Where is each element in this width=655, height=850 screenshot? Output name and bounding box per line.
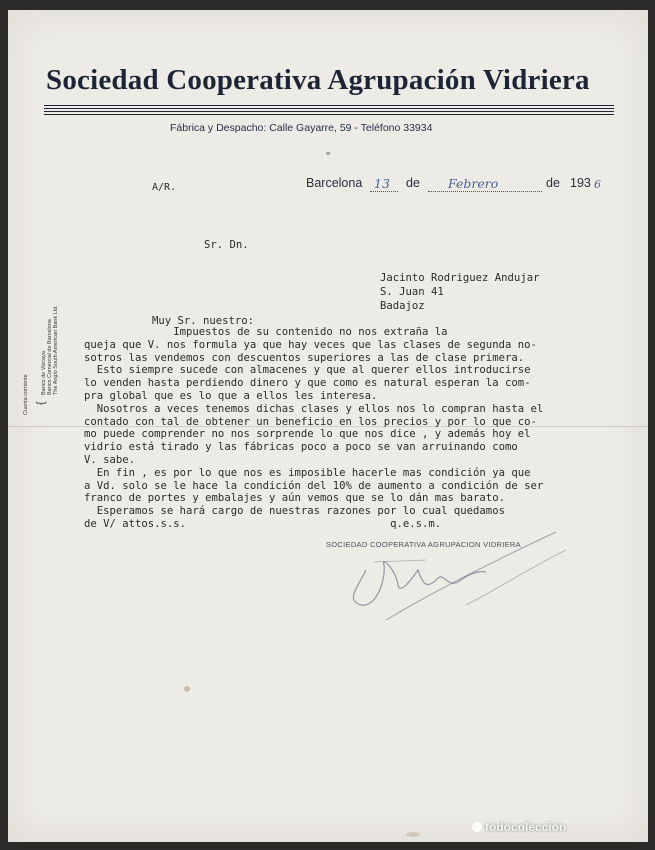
sidebar-bank-3: The Anglo South American Bank Ltd. bbox=[53, 305, 59, 395]
letterhead-rule-3 bbox=[44, 111, 614, 112]
date-year-prefix: 193 bbox=[570, 176, 591, 190]
salutation-top: Sr. Dn. bbox=[204, 239, 249, 251]
body-line: sotros las vendemos con descuentos superiores a las de clase primera. bbox=[84, 351, 525, 364]
body-line: V. sabe. bbox=[84, 453, 136, 466]
bank-sidebar bbox=[23, 275, 59, 415]
date-day-dots bbox=[370, 191, 398, 192]
greeting: Muy Sr. nuestro: bbox=[152, 315, 255, 327]
watermark bbox=[472, 820, 566, 834]
signature bbox=[326, 510, 586, 630]
date-year-suffix: 6 bbox=[594, 178, 601, 191]
company-stamp: SOCIEDAD COOPERATIVA AGRUPACION VIDRIERA bbox=[326, 540, 521, 549]
paper-stain bbox=[184, 686, 190, 692]
sidebar-bank-1: Banco de Vizcaya bbox=[41, 351, 47, 395]
body-line: Nosotros a veces tenemos dichas clases y ellos nos lo compran hasta el bbox=[84, 402, 544, 415]
address-line: Fábrica y Despacho: Calle Gayarre, 59 - Teléfono 33934 bbox=[170, 122, 433, 134]
date-de-1: de bbox=[406, 176, 420, 190]
body-line: lo venden hasta perdiendo dinero y que como es natural esperan la com- bbox=[84, 377, 531, 390]
sidebar-brace: { bbox=[35, 401, 47, 405]
date-city: Barcelona bbox=[306, 176, 363, 190]
divider-mark: ≡ bbox=[326, 151, 331, 158]
date-month: Febrero bbox=[448, 176, 499, 191]
recipient-street: S. Juan 41 bbox=[380, 286, 444, 298]
letter-sheet bbox=[8, 10, 648, 842]
body-line: En fin , es por lo que nos es imposible hacerle mas condición ya que bbox=[84, 466, 531, 479]
body-line: a Vd. solo se le hace la condición del 10% de aumento a condición de ser bbox=[84, 479, 544, 492]
body-line: mo puede comprender no nos sorprende lo que nos dice , y además hoy el bbox=[84, 428, 531, 441]
body-line: Impuestos de su contenido no nos extraña la bbox=[84, 326, 448, 338]
letterhead-rule-2 bbox=[44, 108, 614, 109]
body-line: pra global que es lo que a ellos les interesa. bbox=[84, 389, 378, 402]
date-month-dots bbox=[428, 191, 542, 192]
letterhead-rule-4 bbox=[44, 114, 614, 115]
company-name: Sociedad Cooperativa Agrupación Vidriera bbox=[46, 64, 590, 96]
body-line: franco de portes y embalajes y aún vemos que se lo dán mas barato. bbox=[84, 492, 505, 505]
recipient-name: Jacinto Rodriguez Andujar bbox=[380, 272, 540, 284]
sidebar-bank-2: Banco Comercial de Barcelona bbox=[47, 319, 53, 395]
body-line: Esto siempre sucede con almacenes y que al querer ellos introducirse bbox=[84, 364, 531, 377]
sidebar-label: Cuenta corriente bbox=[23, 374, 29, 415]
paper-stain-2 bbox=[406, 832, 420, 837]
recipient-city: Badajoz bbox=[380, 300, 425, 312]
body-line: contado con tal de obtener un beneficio en los precios y por lo que co- bbox=[84, 415, 537, 428]
body-line: queja que V. nos formula ya que hay veces que las clases de segunda no- bbox=[84, 338, 537, 351]
letterhead-rule-1 bbox=[44, 105, 614, 106]
watermark-icon bbox=[472, 822, 482, 832]
date-day: 13 bbox=[374, 176, 390, 191]
date-de-2: de bbox=[546, 176, 560, 190]
letter-body bbox=[84, 326, 543, 531]
reference: A/R. bbox=[152, 182, 177, 193]
body-line: de V/ attos.s.s. q.e.s.m. bbox=[84, 517, 442, 530]
body-line: Esperamos se hará cargo de nuestras razones por lo cual quedamos bbox=[84, 505, 505, 518]
body-line: vidrio está tirado y las fábricas poco a poco se van arruinando como bbox=[84, 441, 518, 454]
watermark-text: todocoleccion bbox=[485, 820, 567, 834]
